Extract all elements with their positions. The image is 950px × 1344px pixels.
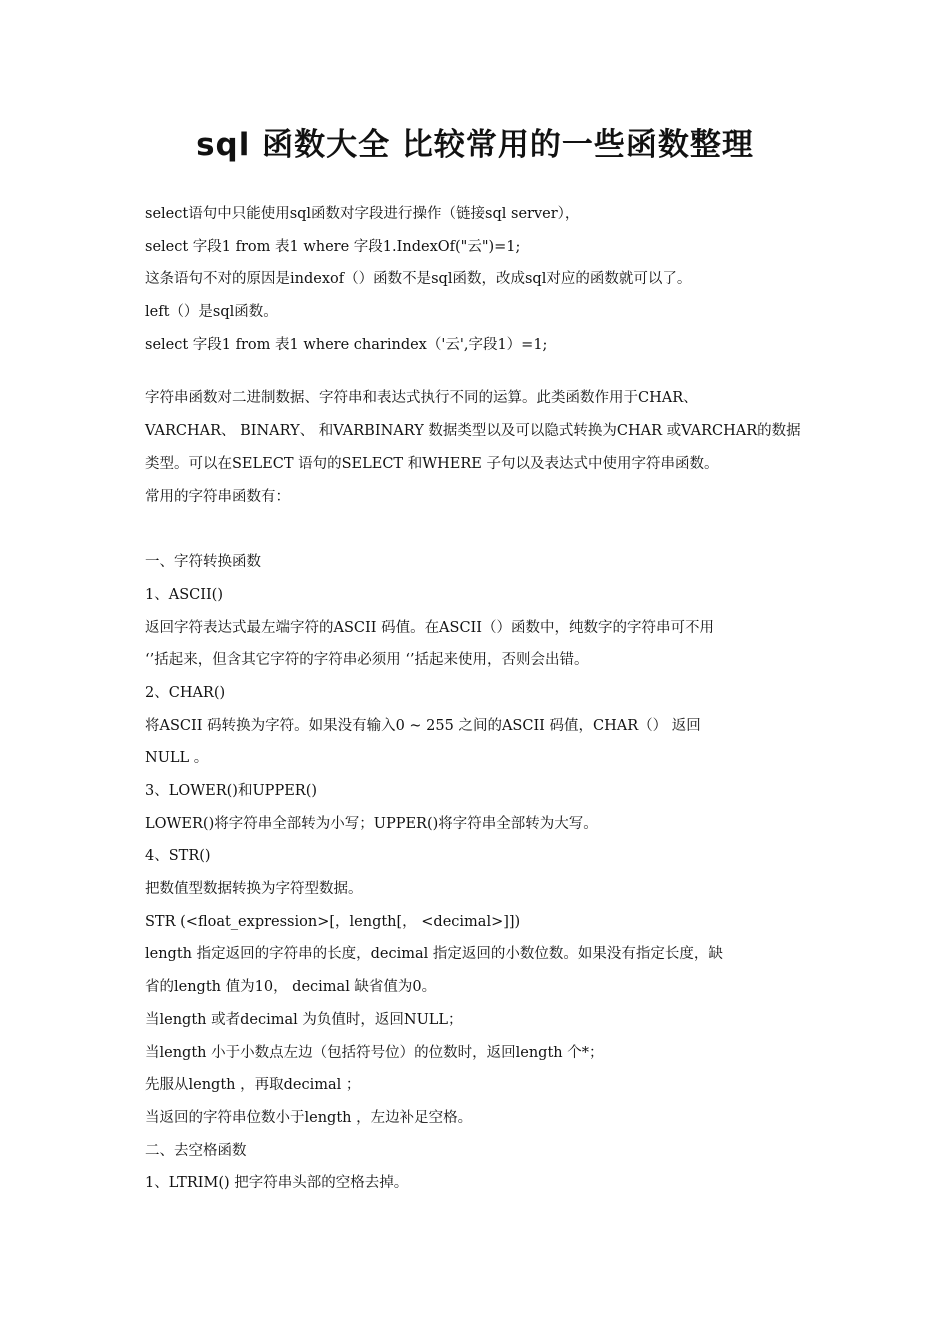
section-heading: 一、字符转换函数 (145, 554, 261, 571)
text-line: 1、LTRIM() 把字符串头部的空格去掉。 (145, 1175, 409, 1192)
paragraph-gap (145, 513, 825, 546)
text-line: 将ASCII 码转换为字符。如果没有输入0 ~ 255 之间的ASCII 码值，CHAR（） 返回 (145, 717, 701, 734)
text-line: STR (<float_expression>[，length[， <decimal>]]) (145, 913, 521, 930)
text-line: 返回字符表达式最左端字符的ASCII 码值。在ASCII（）函数中，纯数字的字符串可不用 (145, 619, 715, 636)
text-line: 4、STR() (145, 848, 211, 865)
paragraph-gap (145, 361, 825, 382)
text-line: 先服从length ，再取decimal ； (145, 1077, 361, 1094)
document-title: sql 函数大全 比较常用的一些函数整理 (196, 126, 754, 163)
text-line: VARCHAR、 BINARY、 和VARBINARY 数据类型以及可以隐式转换为CHAR 或VARCHAR的数据 (145, 423, 801, 440)
text-line: select 字段1 from 表1 where 字段1.IndexOf("云")=1; (145, 238, 521, 255)
text-line: NULL 。 (145, 750, 209, 767)
text-line: 当length 小于小数点左边（包括符号位）的位数时，返回length 个*； (145, 1044, 604, 1061)
text-line: 2、CHAR() (145, 684, 226, 701)
text-line: 把数值型数据转换为字符型数据。 (145, 881, 363, 898)
text-line: LOWER()将字符串全部转为小写；UPPER()将字符串全部转为大写。 (145, 815, 598, 832)
text-line: 省的length 值为10， decimal 缺省值为0。 (145, 979, 437, 996)
text-line: 常用的字符串函数有： (145, 488, 290, 505)
text-line: 3、LOWER()和UPPER() (145, 783, 318, 799)
text-line: 1、ASCII() (145, 586, 223, 603)
text-line: ‘’括起来，但含其它字符的字符串必须用 ‘’括起来使用，否则会出错。 (145, 652, 589, 669)
text-line: select语句中只能使用sql函数对字段进行操作（链接sql server）， (145, 206, 580, 222)
text-line: left（）是sql函数。 (145, 304, 278, 321)
text-line: 字符串函数对二进制数据、字符串和表达式执行不同的运算。此类函数作用于CHAR、 (145, 390, 698, 407)
document-body (145, 198, 825, 1200)
section-heading: 二、去空格函数 (145, 1142, 247, 1159)
text-line: length 指定返回的字符串的长度，decimal 指定返回的小数位数。如果没有指定长度，缺 (145, 946, 723, 963)
text-line: 当返回的字符串位数小于length ，左边补足空格。 (145, 1109, 473, 1126)
text-line: 当length 或者decimal 为负值时，返回NULL； (145, 1011, 463, 1028)
text-line: 这条语句不对的原因是indexof（）函数不是sql函数，改成sql对应的函数就可以了。 (145, 271, 692, 288)
text-line: select 字段1 from 表1 where charindex（'云',字段1）=1; (145, 336, 548, 353)
text-line: 类型。可以在SELECT 语句的SELECT 和WHERE 子句以及表达式中使用字符串函数。 (145, 455, 719, 472)
